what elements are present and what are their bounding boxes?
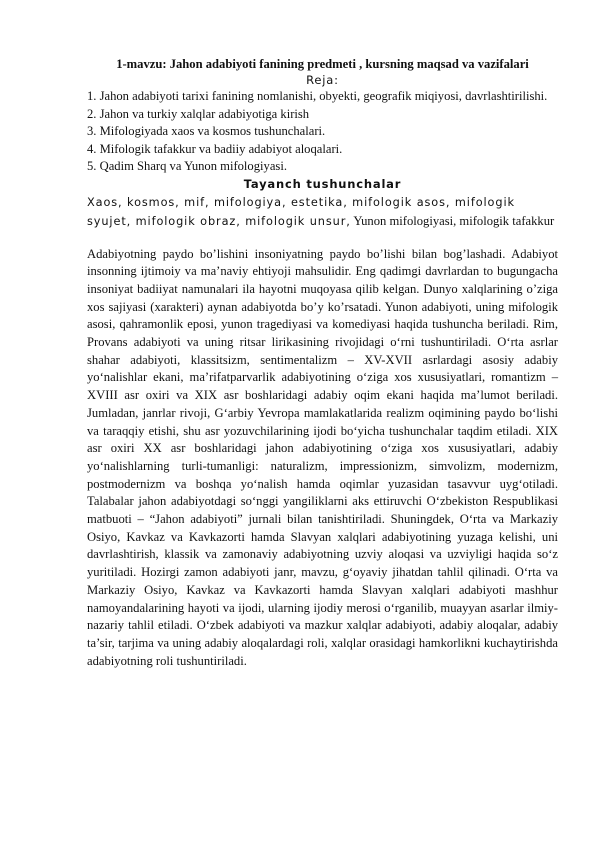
plan-item: 1. Jahon adabiyoti tarixi fanining nomlanishi, obyekti, geografik miqiyosi, davrlashtirilishi. <box>87 89 548 103</box>
main-paragraph: Adabiyotning paydo bo’lishini insoniyatning paydo bo’lishi bilan bog’lashadi. Adabiyot insonning ijtimoiy va ma’naviy ehtiyoji mahsulidir. Eng qadimgi davrlardan to bugungacha insoniyat badiiyat namunalari ila hayotni muqoyasa qilib kelgan. Dunyo xalqlarining o’ziga xos sajiyasi (xarakteri) aynan adabiyotda bo’y ko’rsatadi. Yunon adabiyoti, uning mifologik asosi, qahramonlik eposi, yunon tragediyasi va komediyasi haqida tushuncha beriladi. Rim, Provans adabiyoti va uning ritsar lirikasining rivojidagi o‘rni tushuntiriladi. O‘rta asrlar shahar adabiyoti, klassitsizm, sentimentalizm – XV-XVII asrlardagi asosiy adabiy yo‘nalishlar ekani, ma’rifatparvarlik adabiyotining o‘ziga xos xususiyatlari, romantizm – XVIII asr oxiri va XIX asr boshlaridagi adabiy oqim ekani haqida ma’lumot beriladi. Jumladan, janrlar rivoji, G‘arbiy Yevropa mamlakatlarida realizm oqimining paydo bo‘lishi va taraqqiy etishi, shu asr yozuvchilarining ijodi bo‘yicha tushunchalar taqdim etiladi. XIX asr oxiri XX asr boshlaridagi jahon adabiyotining o‘ziga xos xususiyatlari, adabiy yo‘nalishlarning turli-tumanligi: naturalizm, impressionizm, simvolizm, modernizm, postmodernizm va boshqa yo‘nalish hamda oqimlar yuzasidan tasavvur uyg‘otiladi. Talabalar jahon adabiyotdagi so‘nggi yangiliklarni aks ettiruvchi O‘zbekiston Respublikasi matbuoti – “Jahon adabiyoti” jurnali bilan tanishtiriladi. Shuningdek, O‘rta va Markaziy Osiyo, Kavkaz va Kavkazorti hamda Slavyan xalqlari adabiyotining yuzaga kelishi, uni davrlashtirish, klassik va zamonaviy adabiyotning uzviy aloqasi va uzviyligi haqida so‘z yuritiladi. Hozirgi zamon adabiyoti janr, mavzu, g‘oyaviy jihatdan tahlil qilinadi. O‘rta va Markaziy Osiyo, Kavkaz va Kavkazorti hamda Slavyan xalqlari adabiyoti mashhur namoyandalarining hayoti va ijodi, ularning ijodiy merosi o‘rganilib, muayyan asarlar ilmiy-nazariy tahlil etiladi. O‘zbek adabiyoti va mazkur xalqlar adabiyoti, adabiy aloqalar, adabiy ta’sir, tarjima va uning adabiy aloqalardagi roli, xalqlar orasidagi hamkorlikni kuchaytirishda adabiyotning roli tushuntiriladi. <box>87 246 558 668</box>
keywords-rest: Yunon mifologiyasi, mifologik tafakkur <box>350 213 555 228</box>
plan-item: 3. Mifologiyada xaos va kosmos tushunchalari. <box>87 124 326 138</box>
plan-item: 5. Qadim Sharq va Yunon mifologiyasi. <box>87 159 287 173</box>
keywords-spaced: Xaos, kosmos, mif, mifologiya, estetika, mifologik asos, mifologik syujet, mifologik obraz, mifologik unsur, <box>87 195 515 228</box>
plan-item: 4. Mifologik tafakkur va badiiy adabiyot aloqalari. <box>87 141 343 156</box>
document-title: 1-mavzu: Jahon adabiyoti fanining predmeti , kursning maqsad va vazifalari <box>116 57 529 71</box>
plan-heading: Reja: <box>306 73 339 87</box>
keywords-heading: Tayanch tushunchalar <box>243 176 402 191</box>
keywords-text <box>87 193 558 231</box>
plan-list <box>87 88 558 176</box>
plan-item: 2. Jahon va turkiy xalqlar adabiyotiga kirish <box>87 106 310 121</box>
document-page <box>87 56 558 670</box>
